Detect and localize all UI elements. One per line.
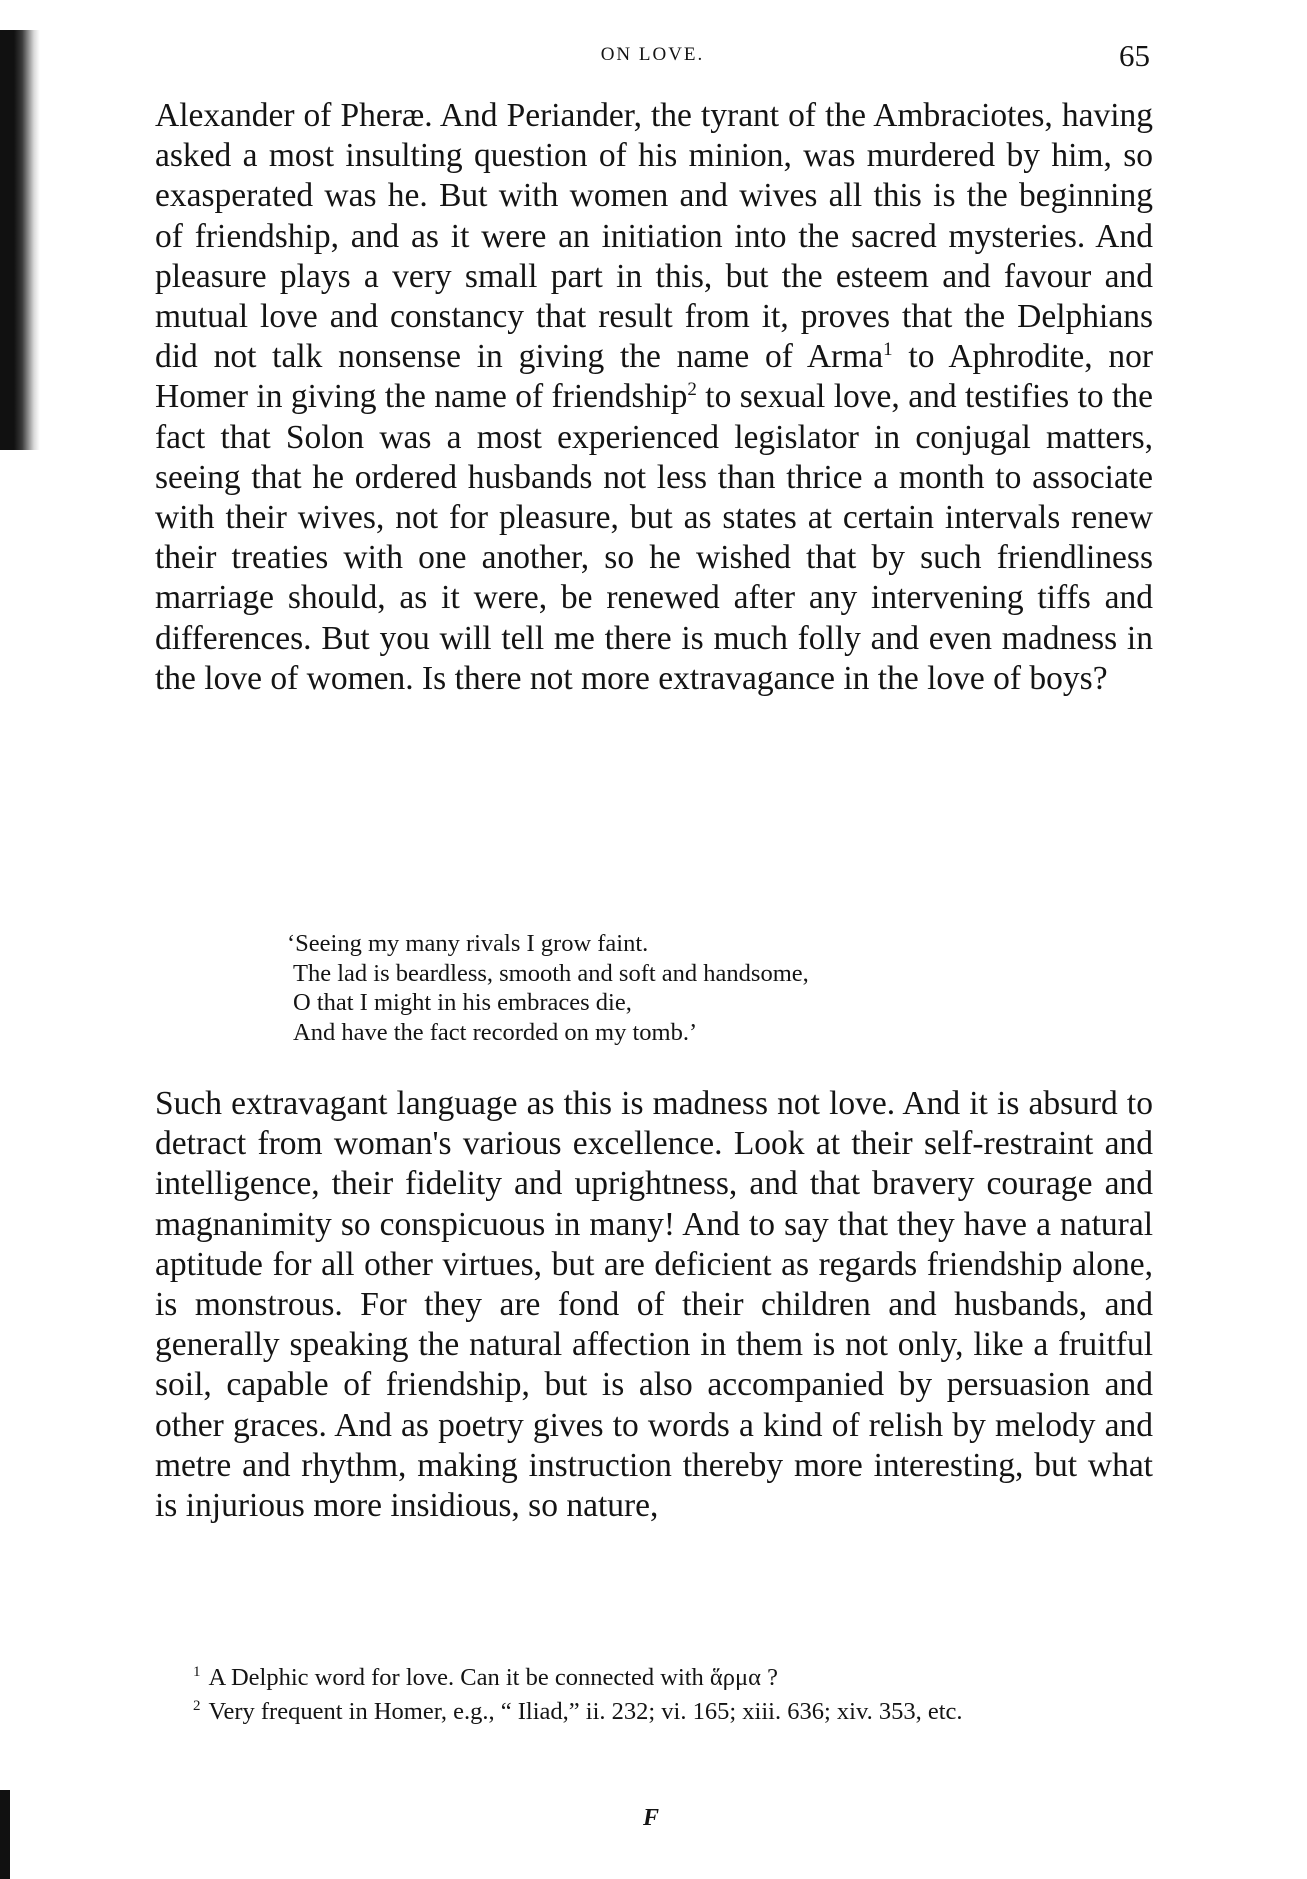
footnotes [155, 1658, 1153, 1726]
footnote-2 [155, 1692, 1153, 1726]
footnote-1-text: A Delphic word for love. Can it be connected with ἅρμα ? [208, 1664, 778, 1691]
footnote-1-mark: 1 [193, 1664, 201, 1680]
paragraph-2: Such extravagant language as this is madness not love. And it is absurd to detract from woman's various excellence. Look at their self-restraint and intelligence, their fidelity and uprightness, and that bravery courage and magnanimity so conspicuous in many! And to say that they have a natural aptitude for all other virtues, but are deficient as regards friendship alone, is monstrous. For they are fond of their children and husbands, and generally speaking the natural affection in them is not only, like a fruitful soil, capable of friendship, but is also accompanied by persuasion and other graces. And as poetry gives to words a kind of relish by melody and metre and rhythm, making instruction thereby more interesting, but what is injurious more insidious, so nature, [155, 1085, 1153, 1525]
paragraph-1-text-c: to sexual love, and testifies to the fact that Solon was a most experienced legislator in conjugal matters, seeing that he ordered husbands not less than thrice a month to associate with their wives, not for pleasure, but as states at certain intervals renew their treaties with one another, so he wished that by such friendliness marriage should, as it were, be renewed after any intervening tiffs and differences. But you will tell me there is much folly and even madness in the love of women. Is there not more extravagance in the love of boys? [155, 378, 1153, 697]
footnote-2-text: Very frequent in Homer, e.g., “ Iliad,” ii. 232; vi. 165; xiii. 636; xiv. 353, etc. [208, 1698, 963, 1725]
binding-shadow [0, 30, 40, 450]
verse-line-2: The lad is beardless, smooth and soft and handsome, [293, 959, 809, 987]
page-number: 65 [1119, 38, 1150, 73]
verse-line-1: ‘Seeing my many rivals I grow faint. [287, 930, 649, 957]
verse-quotation [287, 929, 1067, 1047]
footnote-2-mark-wrap [155, 1698, 209, 1725]
paragraph-1-text-b: to Aphrodite, nor Homer in giving the name of friendship [155, 338, 1154, 416]
verse-line-4: And have the fact recorded on my tomb.’ [293, 1018, 698, 1046]
paragraph-1 [155, 96, 1153, 699]
verse-line-3: O that I might in his embraces die, [293, 989, 632, 1016]
binding-shadow-bottom [0, 1790, 10, 1879]
footnote-2-mark: 2 [193, 1698, 201, 1714]
footnote-1 [155, 1658, 1153, 1692]
page-header [155, 38, 1150, 78]
running-head: ON LOVE. [600, 44, 705, 65]
signature-mark: F [643, 1805, 660, 1831]
paragraph-1-text-a: Alexander of Pheræ. And Periander, the tyrant of the Ambraciotes, having asked a most insulting question of his minion, was murdered by him, so exasperated was he. But with women and wives all this is the beginning of friendship, and as it were an initiation into the sacred mysteries. And pleasure plays a very small part in this, but the esteem and favour and mutual love and constancy that result from it, proves that the Delphians did not talk nonsense in giving the name of Arma [155, 97, 1153, 376]
footnote-ref-2: 2 [687, 379, 697, 401]
footnote-ref-1: 1 [883, 339, 893, 361]
